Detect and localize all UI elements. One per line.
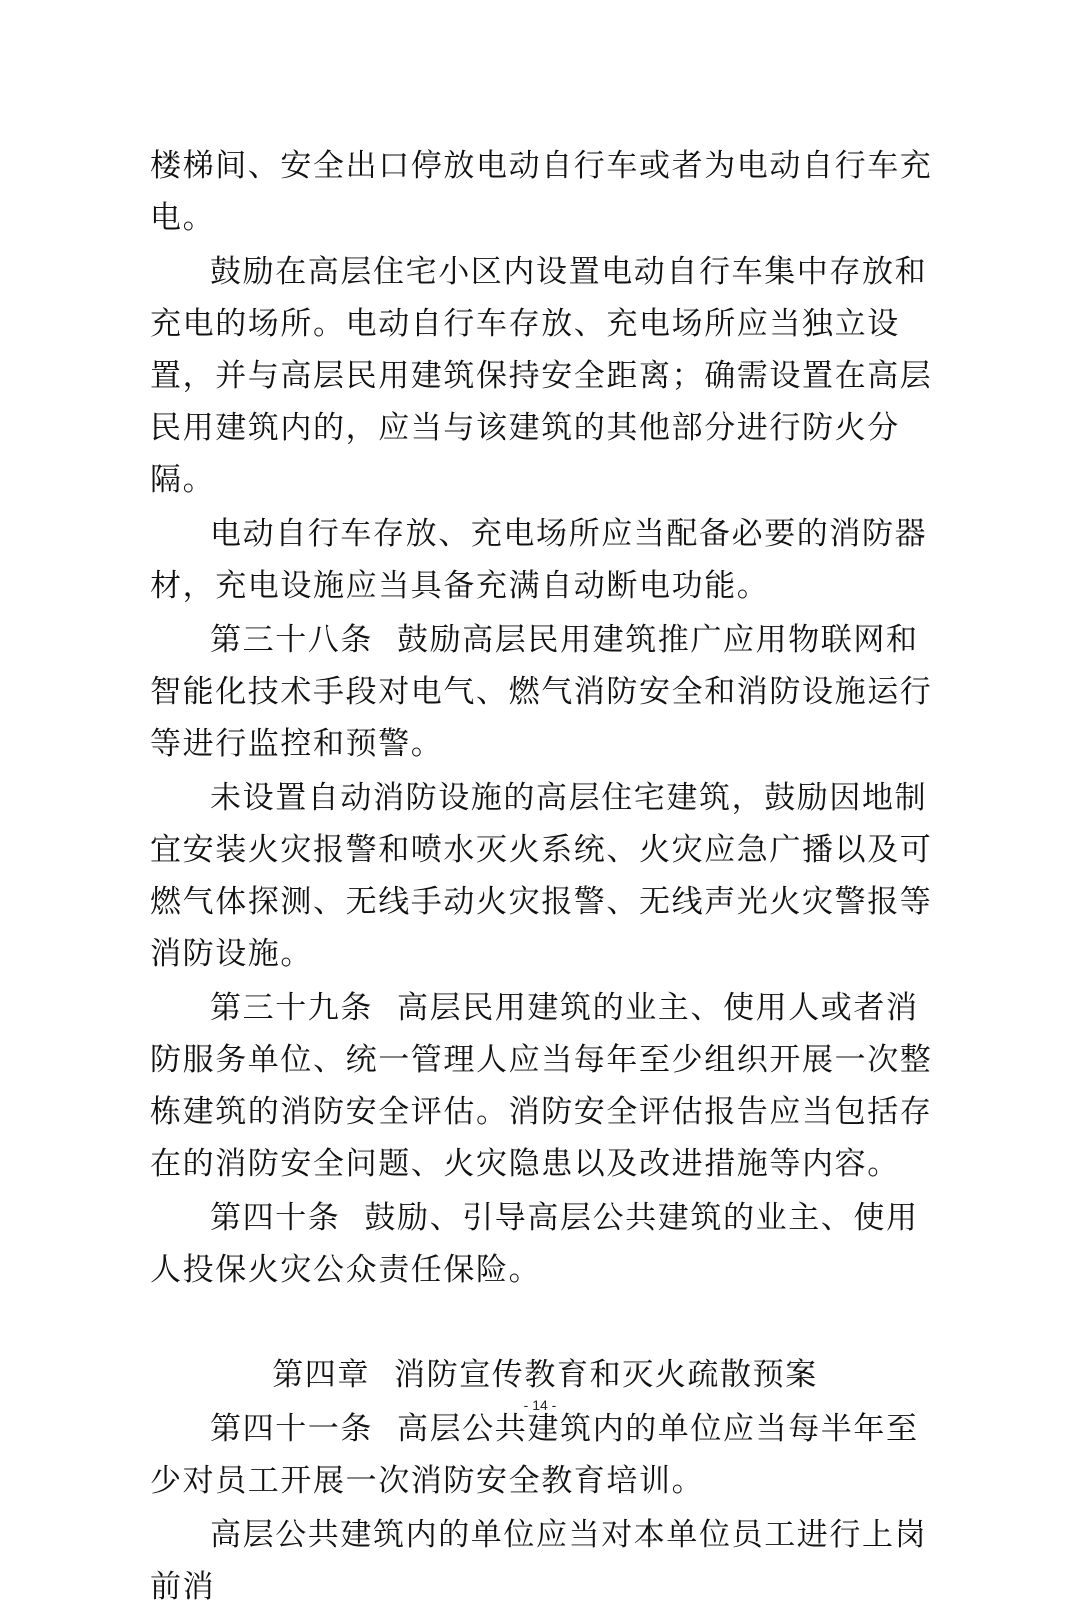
paragraph-charging-venues: 鼓励在高层住宅小区内设置电动自行车集中存放和充电的场所。电动自行车存放、充电场所应当独立设置，并与高层民用建筑保持安全距离；确需设置在高层民用建筑内的，应当与该建筑的其他部分进行防火分隔。 bbox=[150, 254, 933, 498]
document-body bbox=[150, 140, 940, 1615]
article-41-text: 高层公共建筑内的单位应当每半年至少对员工开展一次消防安全教育培训。 bbox=[150, 1411, 919, 1499]
chapter-title: 消防宣传教育和灭火疏散预案 bbox=[394, 1357, 818, 1393]
chapter-heading bbox=[150, 1349, 940, 1401]
article-38-text: 鼓励高层民用建筑推广应用物联网和智能化技术手段对电气、燃气消防安全和消防设施运行等进行监控和预警。 bbox=[150, 622, 933, 762]
article-39 bbox=[150, 982, 940, 1190]
article-41 bbox=[150, 1403, 940, 1507]
article-38 bbox=[150, 614, 940, 770]
article-41-paragraph-2: 高层公共建筑内的单位应当对本单位员工进行上岗前消 bbox=[150, 1517, 928, 1605]
article-40 bbox=[150, 1192, 940, 1296]
article-40-text: 鼓励、引导高层公共建筑的业主、使用人投保火灾公众责任保险。 bbox=[150, 1200, 919, 1288]
article-38-paragraph-2: 未设置自动消防设施的高层住宅建筑，鼓励因地制宜安装火灾报警和喷水灭火系统、火灾应急广播以及可燃气体探测、无线手动火灾报警、无线声光火灾警报等消防设施。 bbox=[150, 780, 933, 972]
article-41-number: 第四十一条 bbox=[210, 1411, 373, 1447]
article-39-number: 第三十九条 bbox=[210, 990, 373, 1026]
page-number: - 14 - bbox=[523, 1397, 557, 1413]
article-40-number: 第四十条 bbox=[210, 1200, 341, 1236]
paragraph-continuation: 楼梯间、安全出口停放电动自行车或者为电动自行车充电。 bbox=[150, 148, 933, 236]
article-39-text: 高层民用建筑的业主、使用人或者消防服务单位、统一管理人应当每年至少组织开展一次整栋建筑的消防安全评估。消防安全评估报告应当包括存在的消防安全问题、火灾隐患以及改进措施等内容。 bbox=[150, 990, 933, 1182]
chapter-number: 第四章 bbox=[272, 1357, 370, 1393]
paragraph-charging-equipment: 电动自行车存放、充电场所应当配备必要的消防器材，充电设施应当具备充满自动断电功能。 bbox=[150, 516, 928, 604]
article-38-number: 第三十八条 bbox=[210, 622, 373, 658]
